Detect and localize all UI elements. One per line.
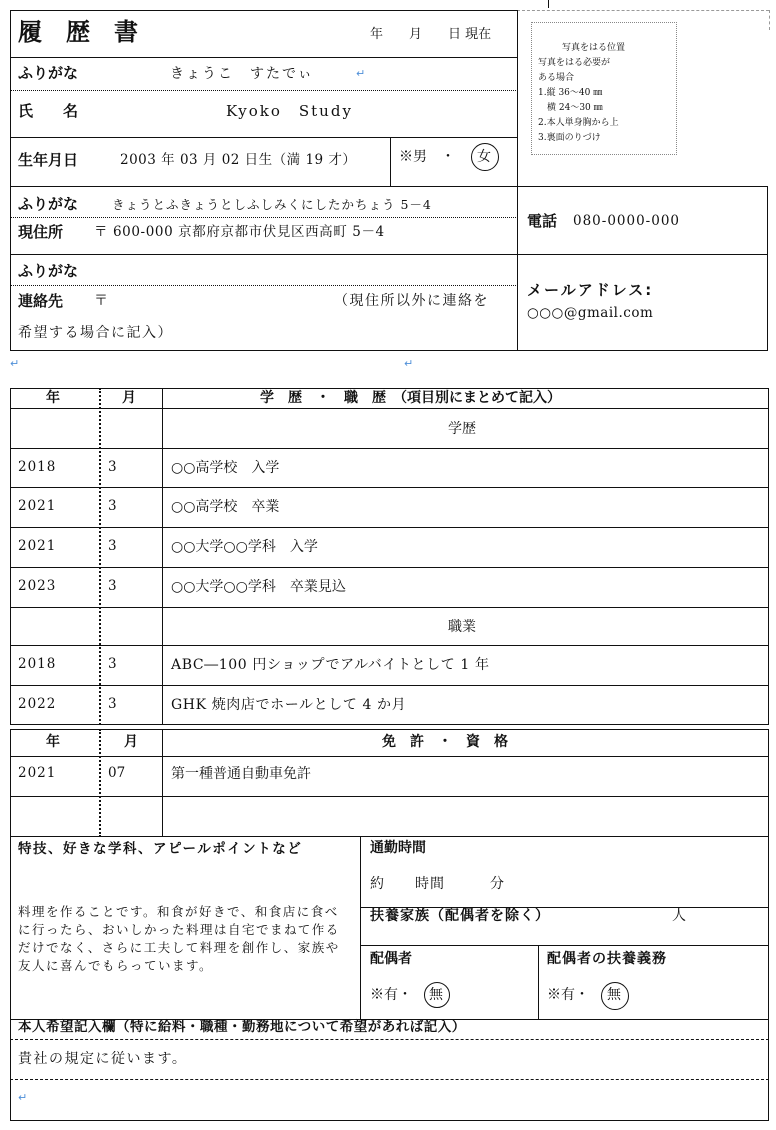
- license-col-month: 月: [124, 734, 138, 750]
- education-year[interactable]: 2021: [18, 538, 57, 554]
- address-value[interactable]: 〒 600-000 京都府京都市伏見区西高町 5－4: [94, 224, 385, 240]
- contact-info-form: [517, 186, 768, 351]
- education-text[interactable]: ○○高学校 卒業: [171, 499, 280, 515]
- gender-selected[interactable]: 女: [477, 149, 491, 165]
- row-divider: [10, 796, 769, 797]
- education-year[interactable]: 2021: [18, 498, 57, 514]
- page-edge-dash-right: [769, 10, 770, 30]
- row-divider: [10, 567, 769, 568]
- name-value[interactable]: Kyoko Study: [226, 102, 353, 120]
- row-divider: [10, 645, 769, 646]
- month-text-divider: [162, 729, 163, 837]
- contact-note: （現住所以外に連絡を: [334, 293, 489, 309]
- row-divider: [10, 217, 518, 218]
- row-divider: [10, 186, 768, 187]
- col-divider: [360, 836, 361, 1020]
- education-year[interactable]: 2023: [18, 578, 57, 594]
- commute-label[interactable]: 通勤時間: [370, 840, 426, 856]
- row-divider: [10, 1039, 769, 1040]
- row-divider: [10, 254, 768, 255]
- name-label[interactable]: 氏 名: [18, 102, 79, 120]
- appeal-body[interactable]: 料理を作ることです。和食が好きで、和食店に食べに行ったら、おいしかった料理は自宅でまねて作るだけでなく、さらに工夫して料理を創作し、家族や友人に喜んでもらっています。: [18, 904, 340, 973]
- row-divider: [10, 57, 518, 58]
- spouse-selected[interactable]: 無: [429, 987, 443, 1003]
- row-divider: [10, 90, 518, 91]
- education-section-label: 学歴: [448, 421, 476, 437]
- address-label[interactable]: 現住所: [18, 223, 64, 241]
- work-year[interactable]: 2022: [18, 696, 57, 712]
- row-divider: [10, 285, 518, 286]
- spouse-label[interactable]: 配偶者: [370, 951, 412, 967]
- row-divider: [10, 137, 518, 138]
- row-divider: [10, 607, 769, 608]
- photo-note-4: 横 24～30 ㎜: [538, 103, 603, 113]
- wish-value[interactable]: 貴社の規定に従います。: [18, 1051, 188, 1067]
- email-label[interactable]: メールアドレス:: [527, 281, 654, 299]
- work-text[interactable]: GHK 焼肉店でホールとして 4 か月: [171, 697, 407, 713]
- year-month-divider: [99, 388, 101, 725]
- paragraph-mark: ↵: [18, 1091, 28, 1104]
- education-month[interactable]: 3: [108, 578, 117, 594]
- birth-value[interactable]: 2003 年 03 月 02 日生（満 19 才）: [120, 152, 357, 168]
- photo-note-5: 2.本人単身胸から上: [538, 118, 619, 128]
- date-line: 年 月 日 現在: [370, 27, 492, 42]
- contact-furigana-label[interactable]: ふりがな: [18, 262, 79, 280]
- license-col-title: 免 許 ・ 資 格: [382, 734, 508, 750]
- license-text[interactable]: 第一種普通自動車免許: [171, 766, 311, 782]
- photo-note-6: 3.裏面のりづけ: [538, 133, 601, 143]
- work-month[interactable]: 3: [108, 696, 117, 712]
- work-section-label: 職業: [448, 619, 476, 635]
- birth-label[interactable]: 生年月日: [18, 151, 79, 169]
- phone-label[interactable]: 電話: [527, 212, 558, 230]
- wish-label: 本人希望記入欄（特に給料・職種・勤務地について希望があれば記入）: [18, 1019, 466, 1035]
- contact-note-2: 希望する場合に記入）: [18, 325, 173, 341]
- photo-placeholder: [531, 22, 677, 155]
- work-year[interactable]: 2018: [18, 656, 57, 672]
- license-col-year: 年: [46, 734, 60, 750]
- license-month[interactable]: 07: [108, 765, 126, 781]
- row-divider: [10, 685, 769, 686]
- spouse-prefix: ※有・: [370, 987, 412, 1003]
- education-text[interactable]: ○○大学○○学科 卒業見込: [171, 579, 346, 595]
- furigana-value[interactable]: きょうこ すたでぃ: [170, 66, 314, 82]
- paragraph-mark: ↵: [356, 67, 366, 80]
- education-month[interactable]: 3: [108, 538, 117, 554]
- address-furigana-value[interactable]: きょうとふきょうとしふしみくにしたかちょう 5－4: [112, 197, 432, 212]
- row-divider: [360, 945, 769, 946]
- spouse-support-label[interactable]: 配偶者の扶養義務: [547, 951, 667, 967]
- header-divider: [10, 408, 769, 409]
- row-divider: [10, 527, 769, 528]
- history-col-month: 月: [122, 390, 136, 406]
- paragraph-mark: ↵: [404, 357, 414, 370]
- photo-heading: 写真をはる位置: [562, 43, 626, 53]
- month-text-divider: [162, 388, 163, 725]
- photo-note-1: 写真をはる必要が: [538, 58, 611, 68]
- dependents-label[interactable]: 扶養家族（配偶者を除く）: [370, 908, 550, 924]
- col-divider: [390, 137, 391, 186]
- appeal-label[interactable]: 特技、好きな学科、アピールポイントなど: [18, 841, 303, 857]
- dependents-unit: 人: [672, 908, 686, 924]
- row-divider: [10, 1079, 769, 1080]
- year-month-divider: [99, 729, 101, 837]
- row-divider: [10, 448, 769, 449]
- education-text[interactable]: ○○大学○○学科 入学: [171, 539, 318, 555]
- resume-title: 履 歴 書: [18, 18, 138, 46]
- contact-postal[interactable]: 〒: [94, 293, 108, 309]
- furigana-label[interactable]: ふりがな: [18, 64, 79, 82]
- education-year[interactable]: 2018: [18, 459, 57, 475]
- history-col-year: 年: [46, 390, 60, 406]
- address-furigana-label[interactable]: ふりがな: [18, 195, 79, 213]
- page-edge-dash: [517, 10, 769, 11]
- phone-value[interactable]: 080-0000-000: [573, 213, 681, 229]
- row-divider: [10, 487, 769, 488]
- education-month[interactable]: 3: [108, 498, 117, 514]
- education-text[interactable]: ○○高学校 入学: [171, 460, 280, 476]
- work-text[interactable]: ABC―100 円ショップでアルバイトとして 1 年: [171, 657, 490, 673]
- education-month[interactable]: 3: [108, 459, 117, 475]
- contact-label[interactable]: 連絡先: [18, 292, 64, 310]
- history-table: [10, 388, 769, 725]
- license-year[interactable]: 2021: [18, 765, 57, 781]
- header-divider: [10, 756, 769, 757]
- paragraph-mark: ↵: [10, 357, 20, 370]
- photo-note-3: 1.縦 36～40 ㎜: [538, 88, 603, 98]
- photo-note-2: ある場合: [538, 73, 575, 83]
- email-value[interactable]: ○○○@gmail.com: [527, 305, 654, 321]
- cursor-mark: [548, 0, 549, 8]
- commute-value[interactable]: 約 時間 分: [370, 876, 505, 892]
- work-month[interactable]: 3: [108, 656, 117, 672]
- history-col-title: 学 歴 ・ 職 歴 （項目別にまとめて記入）: [260, 390, 561, 406]
- spouse-support-prefix: ※有・: [547, 987, 589, 1003]
- spouse-support-selected[interactable]: 無: [607, 987, 621, 1003]
- col-divider: [538, 945, 539, 1020]
- gender-prefix: ※男 ・: [399, 149, 455, 165]
